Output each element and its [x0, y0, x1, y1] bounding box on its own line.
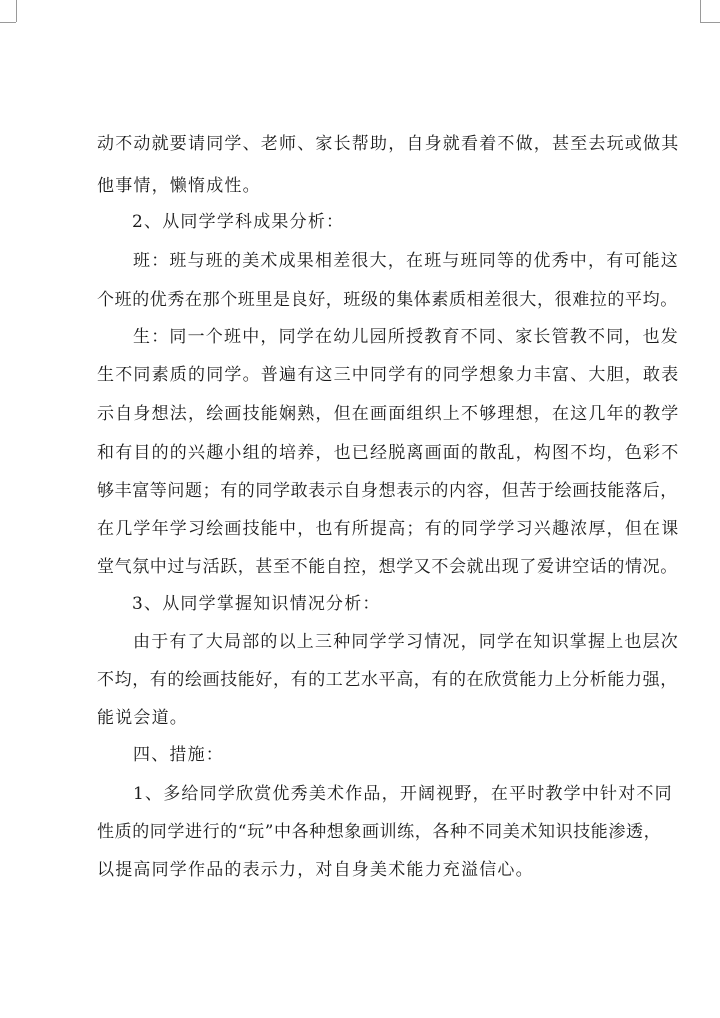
paragraph-student-line-4: 和有目的的兴趣小组的培养，也已经脱离画面的散乱，构图不均，色彩不 — [97, 443, 680, 463]
section-heading-measures: 四、措施： — [133, 745, 224, 765]
paragraph-knowledge-line-1: 由于有了大局部的以上三种同学学习情况，同学在知识掌握上也层次 — [133, 632, 679, 652]
paragraph-student-line-6: 在几学年学习绘画技能中，也有所提高；有的同学学习兴趣浓厚，但在课 — [97, 519, 680, 539]
paragraph-measures-line-2: 性质的同学进行的“玩”中各种想象画训练，各种不同美术知识技能渗透， — [97, 822, 662, 842]
crop-mark-top-right-h — [700, 22, 720, 23]
paragraph-student-line-7: 堂气氛中过与活跃，甚至不能自控，想学又不会就出现了爱讲空话的情况。 — [97, 557, 678, 577]
paragraph-knowledge-line-3: 能说会道。 — [97, 708, 188, 728]
section-heading-knowledge: 3、从同学掌握知识情况分析： — [132, 594, 381, 614]
paragraph-class-line-1: 班：班与班的美术成果相差很大，在班与班同等的优秀中，有可能这 — [133, 251, 679, 271]
paragraph-student-line-2: 生不同素质的同学。普遍有这三中同学有的同学想象力丰富、大胆，敢表 — [97, 365, 680, 385]
paragraph-measures-line-1: 1、多给同学欣赏优秀美术作品，开阔视野，在平时教学中针对不同 — [133, 784, 673, 804]
paragraph-class-line-2: 个班的优秀在那个班里是良好，班级的集体素质相差很大，很难拉的平均。 — [97, 290, 678, 310]
crop-mark-top-right-v — [700, 0, 701, 22]
paragraph-1-line-2: 他事情，懒惰成性。 — [97, 176, 261, 196]
paragraph-knowledge-line-2: 不均，有的绘画技能好，有的工艺水平高，有的在欣赏能力上分析能力强， — [97, 670, 678, 690]
crop-mark-top-left-v — [16, 0, 17, 22]
section-heading-subject-results: 2、从同学学科成果分析： — [132, 212, 345, 232]
paragraph-student-line-3: 示自身想法，绘画技能娴熟，但在画面组织上不够理想，在这几年的教学 — [97, 404, 680, 424]
paragraph-student-line-5: 够丰富等问题；有的同学敢表示自身想表示的内容，但苦于绘画技能落后， — [97, 481, 678, 501]
crop-mark-top-left-h — [0, 22, 16, 23]
paragraph-measures-line-3: 以提高同学作品的表示力，对自身美术能力充溢信心。 — [97, 860, 534, 880]
paragraph-student-line-1: 生：同一个班中，同学在幼儿园所授教育不同、家长管教不同，也发 — [133, 327, 679, 347]
paragraph-1-line-1: 动不动就要请同学、老师、家长帮助，自身就看着不做，甚至去玩或做其 — [97, 134, 680, 154]
